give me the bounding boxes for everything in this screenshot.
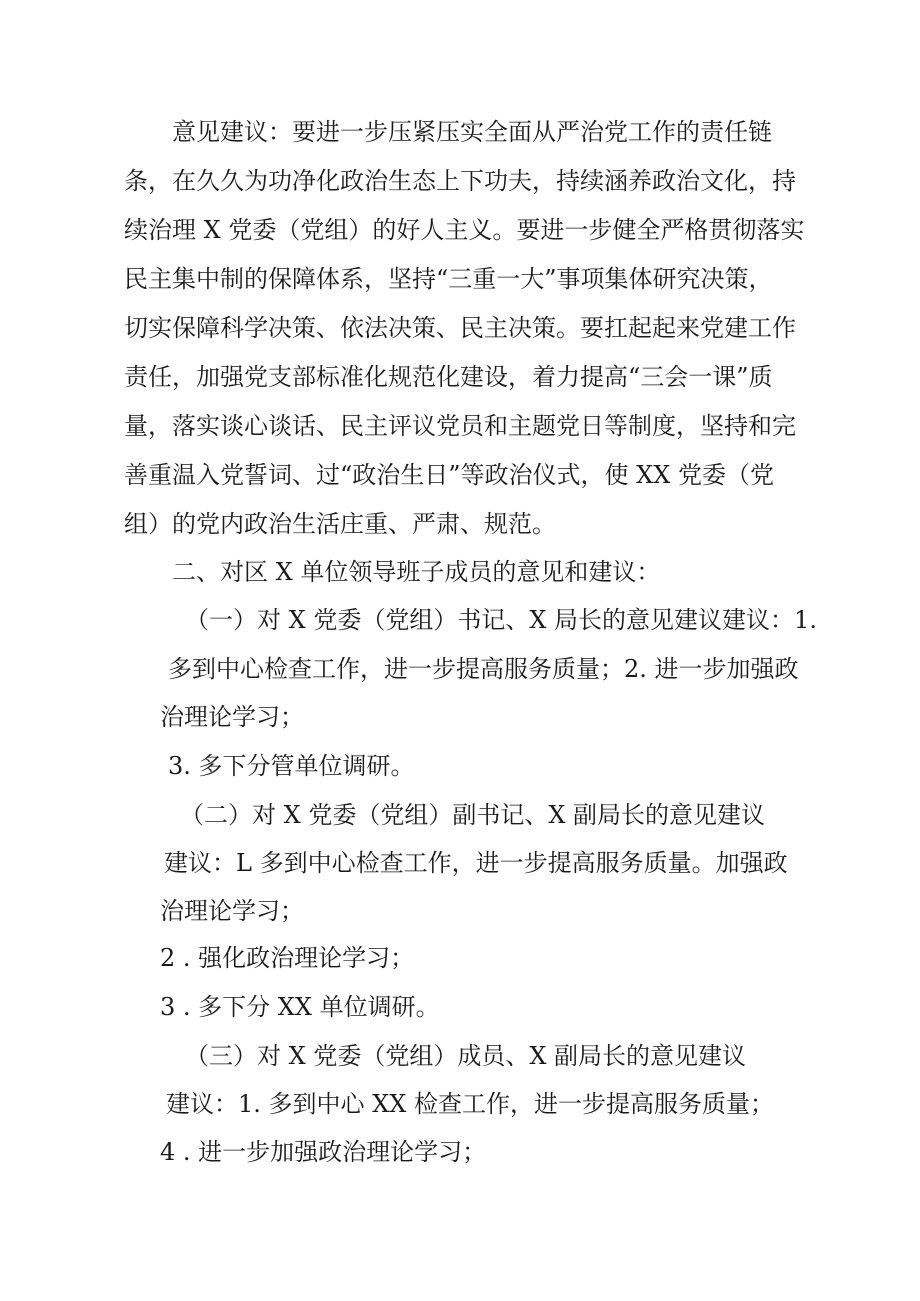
text-line: 2 . 强化政治理论学习； [160, 944, 415, 972]
text-line: 意见建议：要进一步压紧压实全面从严治党工作的责任链 [172, 118, 772, 146]
text-line: 责任，加强党支部标准化规范化建设，着力提高“三会一课”质 [124, 363, 773, 391]
text-line: 续治理 X 党委（党组）的好人主义。要进一步健全严格贯彻落实 [124, 216, 805, 244]
text-line: 治理论学习； [160, 703, 304, 731]
text-line: 3 . 多下分 XX 单位调研。 [160, 993, 440, 1021]
text-line: 4 . 进一步加强政治理论学习； [160, 1138, 487, 1166]
text-line: （二）对 X 党委（党组）副书记、X 副局长的意见建议 [180, 801, 766, 829]
text-line: （一）对 X 党委（党组）书记、X 局长的意见建议建议：1. [185, 606, 817, 634]
text-line: 切实保障科学决策、依法决策、民主决策。要扛起起来党建工作 [124, 314, 796, 342]
text-line: 3. 多下分管单位调研。 [168, 752, 415, 780]
text-line: 建议：1. 多到中心 XX 检查工作，进一步提高服务质量； [166, 1090, 774, 1118]
text-line: 善重温入党誓词、过“政治生日”等政治仪式，使 XX 党委（党 [124, 461, 774, 489]
text-line: 建议：L 多到中心检查工作，进一步提高服务质量。加强政 [164, 849, 788, 877]
text-line: 量，落实谈心谈话、民主评议党员和主题党日等制度，坚持和完 [124, 412, 796, 440]
section-heading: 二、对区 X 单位领导班子成员的意见和建议： [172, 558, 661, 586]
text-line: 治理论学习； [160, 897, 304, 925]
text-line: 组）的党内政治生活庄重、严肃、规范。 [124, 510, 556, 538]
text-line: 民主集中制的保障体系，坚持“三重一大”事项集体研究决策， [124, 265, 773, 293]
text-line: 条，在久久为功净化政治生态上下功夫，持续涵养政治文化，持 [124, 167, 796, 195]
text-line: 多到中心检查工作，进一步提高服务质量；2. 进一步加强政 [168, 655, 799, 683]
text-line: （三）对 X 党委（党组）成员、X 副局长的意见建议 [185, 1042, 747, 1070]
